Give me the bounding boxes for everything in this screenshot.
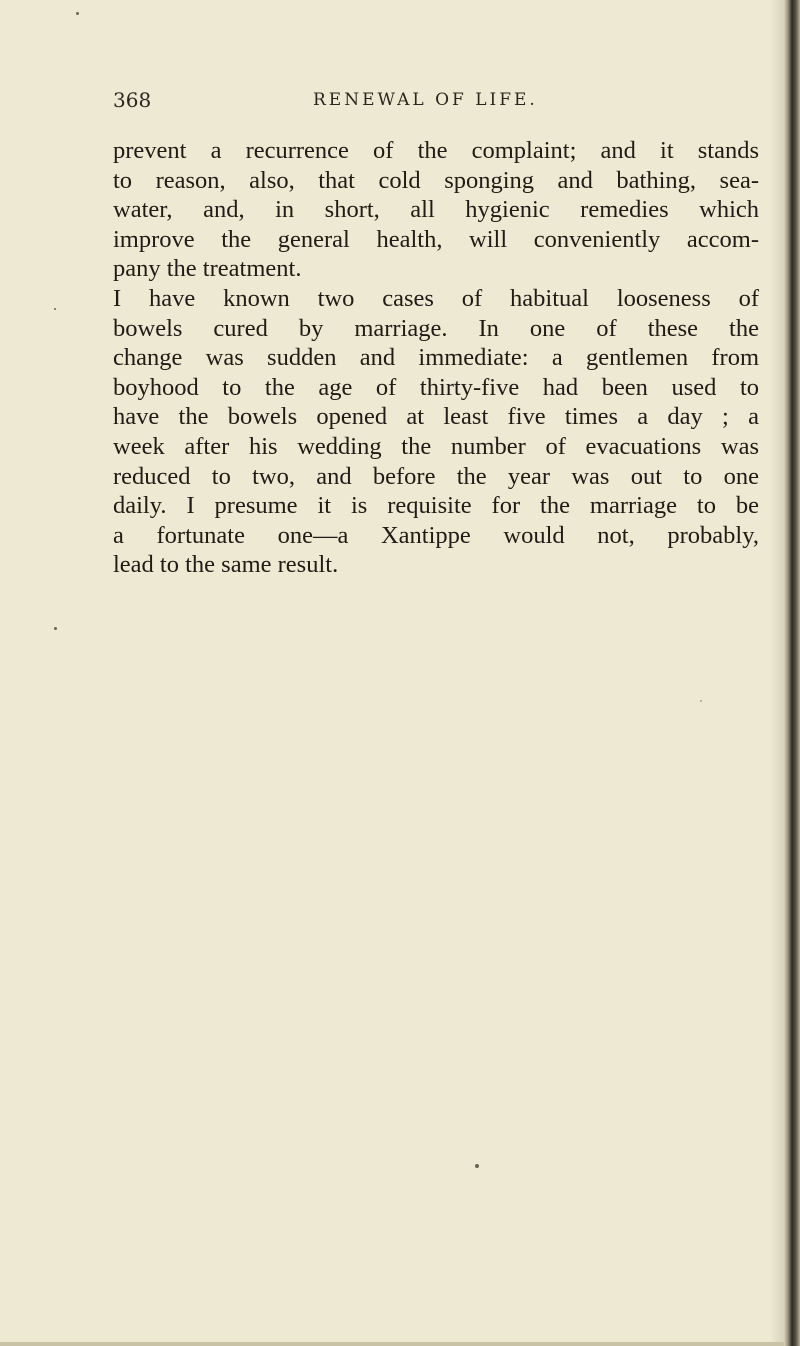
text-line: lead to the same result. xyxy=(113,551,339,579)
text-line: I have known two cases of habitual looseness of xyxy=(113,284,759,312)
running-title: RENEWAL OF LIFE. xyxy=(313,90,538,110)
text-line: water, and, in short, all hygienic remedies which xyxy=(113,196,759,224)
text-line: pany the treatment. xyxy=(113,255,302,283)
page-number: 368 xyxy=(113,88,152,112)
text-line: reduced to two, and before the year was out to one xyxy=(113,462,759,490)
text-line: a fortunate one—a Xantippe would not, probably, xyxy=(113,521,759,549)
paper-speck xyxy=(76,12,79,15)
text-line: have the bowels opened at least five times a day ; a xyxy=(113,403,759,431)
text-line: prevent a recurrence of the complaint; and it stands xyxy=(113,137,759,164)
gutter-shadow xyxy=(770,0,784,1346)
page-bottom-edge xyxy=(0,1342,784,1346)
text-line: to reason, also, that cold sponging and bathing, sea- xyxy=(113,166,759,194)
paper-speck xyxy=(54,627,57,630)
paper-speck xyxy=(54,308,56,310)
page-header xyxy=(113,84,757,120)
text-line: bowels cured by marriage. In one of these the xyxy=(113,314,759,342)
text-line: improve the general health, will conveniently accom- xyxy=(113,225,759,253)
paper-speck xyxy=(700,700,702,702)
page-binding-edge xyxy=(784,0,800,1346)
text-line: week after his wedding the number of evacuations was xyxy=(113,432,759,460)
paper-speck xyxy=(475,1164,479,1168)
text-line: change was sudden and immediate: a gentlemen from xyxy=(113,344,759,372)
text-line: daily. I presume it is requisite for the marriage to be xyxy=(113,492,759,520)
text-line: boyhood to the age of thirty-five had been used to xyxy=(113,373,759,401)
body-text xyxy=(113,136,759,580)
